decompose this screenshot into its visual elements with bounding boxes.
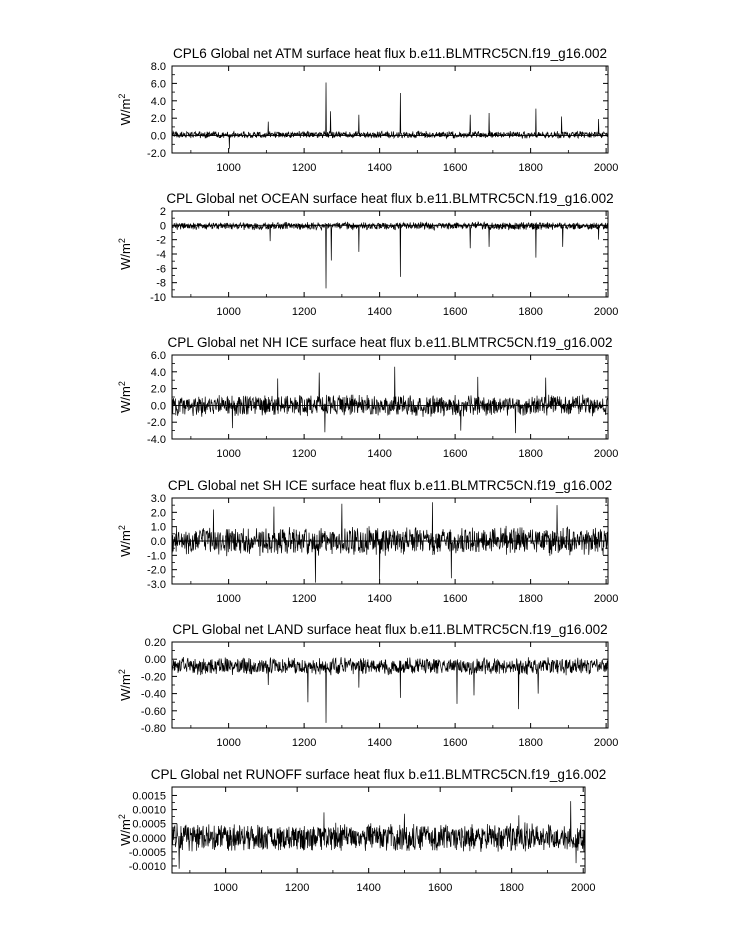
y-tick-label: 0.0005 bbox=[132, 818, 166, 831]
y-axis-label-unit: W/m bbox=[118, 819, 133, 846]
y-axis-label-superscript: 2 bbox=[117, 93, 127, 99]
data-series-line bbox=[172, 657, 608, 723]
y-tick-label: 0.0 bbox=[150, 400, 166, 413]
y-axis-label-superscript: 2 bbox=[117, 525, 127, 531]
x-tick-label: 1600 bbox=[427, 882, 453, 894]
x-tick-label: 2000 bbox=[593, 737, 619, 749]
y-tick-label: -8 bbox=[156, 277, 166, 290]
y-tick-label: -2.0 bbox=[147, 564, 166, 577]
y-axis-label-unit: W/m bbox=[118, 530, 133, 557]
x-tick-label: 1800 bbox=[518, 448, 543, 460]
y-axis-label-unit: W/m bbox=[118, 98, 133, 126]
x-tick-label: 1800 bbox=[518, 737, 543, 749]
y-tick-label: -6 bbox=[156, 263, 166, 276]
y-tick-label: 6.0 bbox=[150, 350, 166, 362]
x-tick-label: 1200 bbox=[291, 306, 317, 318]
x-tick-label: 2000 bbox=[593, 593, 619, 605]
x-tick-label: 1000 bbox=[216, 162, 241, 174]
chart-panel-3 bbox=[117, 335, 618, 460]
y-tick-label: 2 bbox=[159, 206, 166, 218]
y-tick-label: -4.0 bbox=[147, 434, 166, 446]
x-tick-label: 1600 bbox=[442, 162, 468, 174]
x-tick-label: 1400 bbox=[367, 593, 392, 605]
x-tick-label: 1800 bbox=[518, 593, 543, 605]
x-tick-label: 1600 bbox=[442, 593, 468, 605]
y-axis-label bbox=[117, 94, 133, 126]
y-axis-label-superscript: 2 bbox=[117, 238, 127, 244]
x-tick-label: 1400 bbox=[356, 882, 381, 894]
chart-title: CPL Global net OCEAN surface heat flux b.e11.BLMTRC5CN.f19_g16.002 bbox=[166, 191, 614, 206]
y-tick-label: -10 bbox=[150, 292, 166, 304]
y-tick-label: 0.20 bbox=[144, 637, 166, 649]
x-tick-label: 1000 bbox=[216, 448, 241, 460]
chart-title: CPL Global net LAND surface heat flux b.e11.BLMTRC5CN.f19_g16.002 bbox=[172, 622, 608, 637]
y-tick-label: 6.0 bbox=[150, 78, 166, 91]
x-tick-label: 1400 bbox=[367, 448, 392, 460]
y-tick-label: 2.0 bbox=[150, 507, 166, 520]
plot-frame bbox=[172, 642, 608, 728]
x-tick-label: 2000 bbox=[593, 448, 619, 460]
y-tick-label: 2.0 bbox=[150, 113, 166, 126]
x-tick-label: 1000 bbox=[216, 593, 241, 605]
chart-panel-5 bbox=[117, 622, 618, 749]
chart-title: CPL6 Global net ATM surface heat flux b.e11.BLMTRC5CN.f19_g16.002 bbox=[173, 46, 607, 61]
x-tick-label: 1800 bbox=[499, 882, 524, 894]
y-tick-label: 4.0 bbox=[150, 366, 166, 379]
y-tick-label: 0 bbox=[159, 220, 166, 233]
plot-frame bbox=[172, 355, 608, 439]
x-tick-label: 1400 bbox=[367, 737, 392, 749]
y-tick-label: -4 bbox=[156, 249, 166, 261]
y-tick-label: 0.0000 bbox=[132, 832, 166, 845]
chart-title: CPL Global net NH ICE surface heat flux b.e11.BLMTRC5CN.f19_g16.002 bbox=[167, 335, 613, 350]
y-tick-label: -3.0 bbox=[147, 579, 166, 591]
y-axis-label bbox=[117, 525, 133, 557]
x-tick-label: 2000 bbox=[593, 162, 619, 174]
chart-panel-1 bbox=[117, 46, 618, 174]
x-tick-label: 1800 bbox=[518, 306, 543, 318]
chart-title: CPL Global net SH ICE surface heat flux b.e11.BLMTRC5CN.f19_g16.002 bbox=[167, 478, 613, 493]
y-axis-label-unit: W/m bbox=[118, 674, 133, 701]
y-axis-label-superscript: 2 bbox=[117, 669, 127, 675]
x-tick-label: 1600 bbox=[442, 448, 468, 460]
x-tick-label: 1000 bbox=[216, 306, 241, 318]
y-axis-label-unit: W/m bbox=[118, 243, 133, 270]
data-series-line bbox=[172, 367, 608, 433]
y-tick-label: -2.0 bbox=[147, 148, 166, 160]
x-tick-label: 1600 bbox=[442, 306, 468, 318]
chart-panel-2 bbox=[117, 191, 618, 318]
y-tick-label: 4.0 bbox=[150, 95, 166, 108]
x-tick-label: 1800 bbox=[518, 162, 543, 174]
y-tick-label: -0.0005 bbox=[128, 846, 166, 859]
y-tick-label: -0.0010 bbox=[128, 860, 166, 873]
x-tick-label: 1000 bbox=[213, 882, 238, 894]
y-axis-label-superscript: 2 bbox=[117, 381, 127, 387]
y-tick-label: 0.00 bbox=[144, 654, 166, 667]
x-tick-label: 1400 bbox=[367, 306, 392, 318]
y-tick-label: -0.20 bbox=[140, 671, 166, 684]
y-tick-label: 0.0 bbox=[150, 536, 166, 548]
chart-panel-4 bbox=[117, 478, 618, 605]
x-tick-label: 1200 bbox=[291, 737, 317, 749]
y-tick-label: -1.0 bbox=[147, 550, 166, 563]
data-series-line bbox=[172, 502, 608, 582]
x-tick-label: 2000 bbox=[593, 306, 619, 318]
y-axis-label bbox=[117, 669, 133, 701]
y-tick-label: 0.0 bbox=[150, 130, 166, 143]
chart-panel-6 bbox=[117, 767, 606, 894]
y-axis-label-unit: W/m bbox=[118, 386, 133, 413]
y-axis-label bbox=[117, 238, 133, 270]
x-tick-label: 1400 bbox=[367, 162, 392, 174]
chart-title: CPL Global net RUNOFF surface heat flux b.e11.BLMTRC5CN.f19_g16.002 bbox=[150, 767, 607, 782]
x-tick-label: 1600 bbox=[442, 737, 468, 749]
y-axis-label bbox=[117, 381, 133, 413]
y-tick-label: -2 bbox=[156, 234, 166, 247]
plot-frame bbox=[172, 66, 608, 153]
x-tick-label: 2000 bbox=[570, 882, 596, 894]
y-axis-label-superscript: 2 bbox=[117, 814, 127, 820]
data-series-line bbox=[172, 801, 585, 869]
y-tick-label: 3.0 bbox=[150, 493, 166, 505]
y-tick-label: -2.0 bbox=[147, 417, 166, 430]
y-axis-label bbox=[117, 814, 133, 846]
x-tick-label: 1000 bbox=[216, 737, 241, 749]
x-tick-label: 1200 bbox=[291, 162, 317, 174]
y-tick-label: -0.40 bbox=[140, 688, 166, 701]
x-tick-label: 1200 bbox=[291, 448, 317, 460]
data-series-line bbox=[172, 83, 608, 149]
y-tick-label: 0.0010 bbox=[132, 804, 166, 817]
y-tick-label: -0.80 bbox=[140, 723, 166, 735]
y-tick-label: -0.60 bbox=[140, 705, 166, 718]
y-tick-label: 1.0 bbox=[150, 521, 166, 534]
y-tick-label: 2.0 bbox=[150, 383, 166, 396]
y-tick-label: 8.0 bbox=[150, 61, 166, 73]
x-tick-label: 1200 bbox=[291, 593, 317, 605]
x-tick-label: 1200 bbox=[284, 882, 310, 894]
y-tick-label: 0.0015 bbox=[132, 790, 166, 803]
data-series-line bbox=[172, 222, 608, 289]
